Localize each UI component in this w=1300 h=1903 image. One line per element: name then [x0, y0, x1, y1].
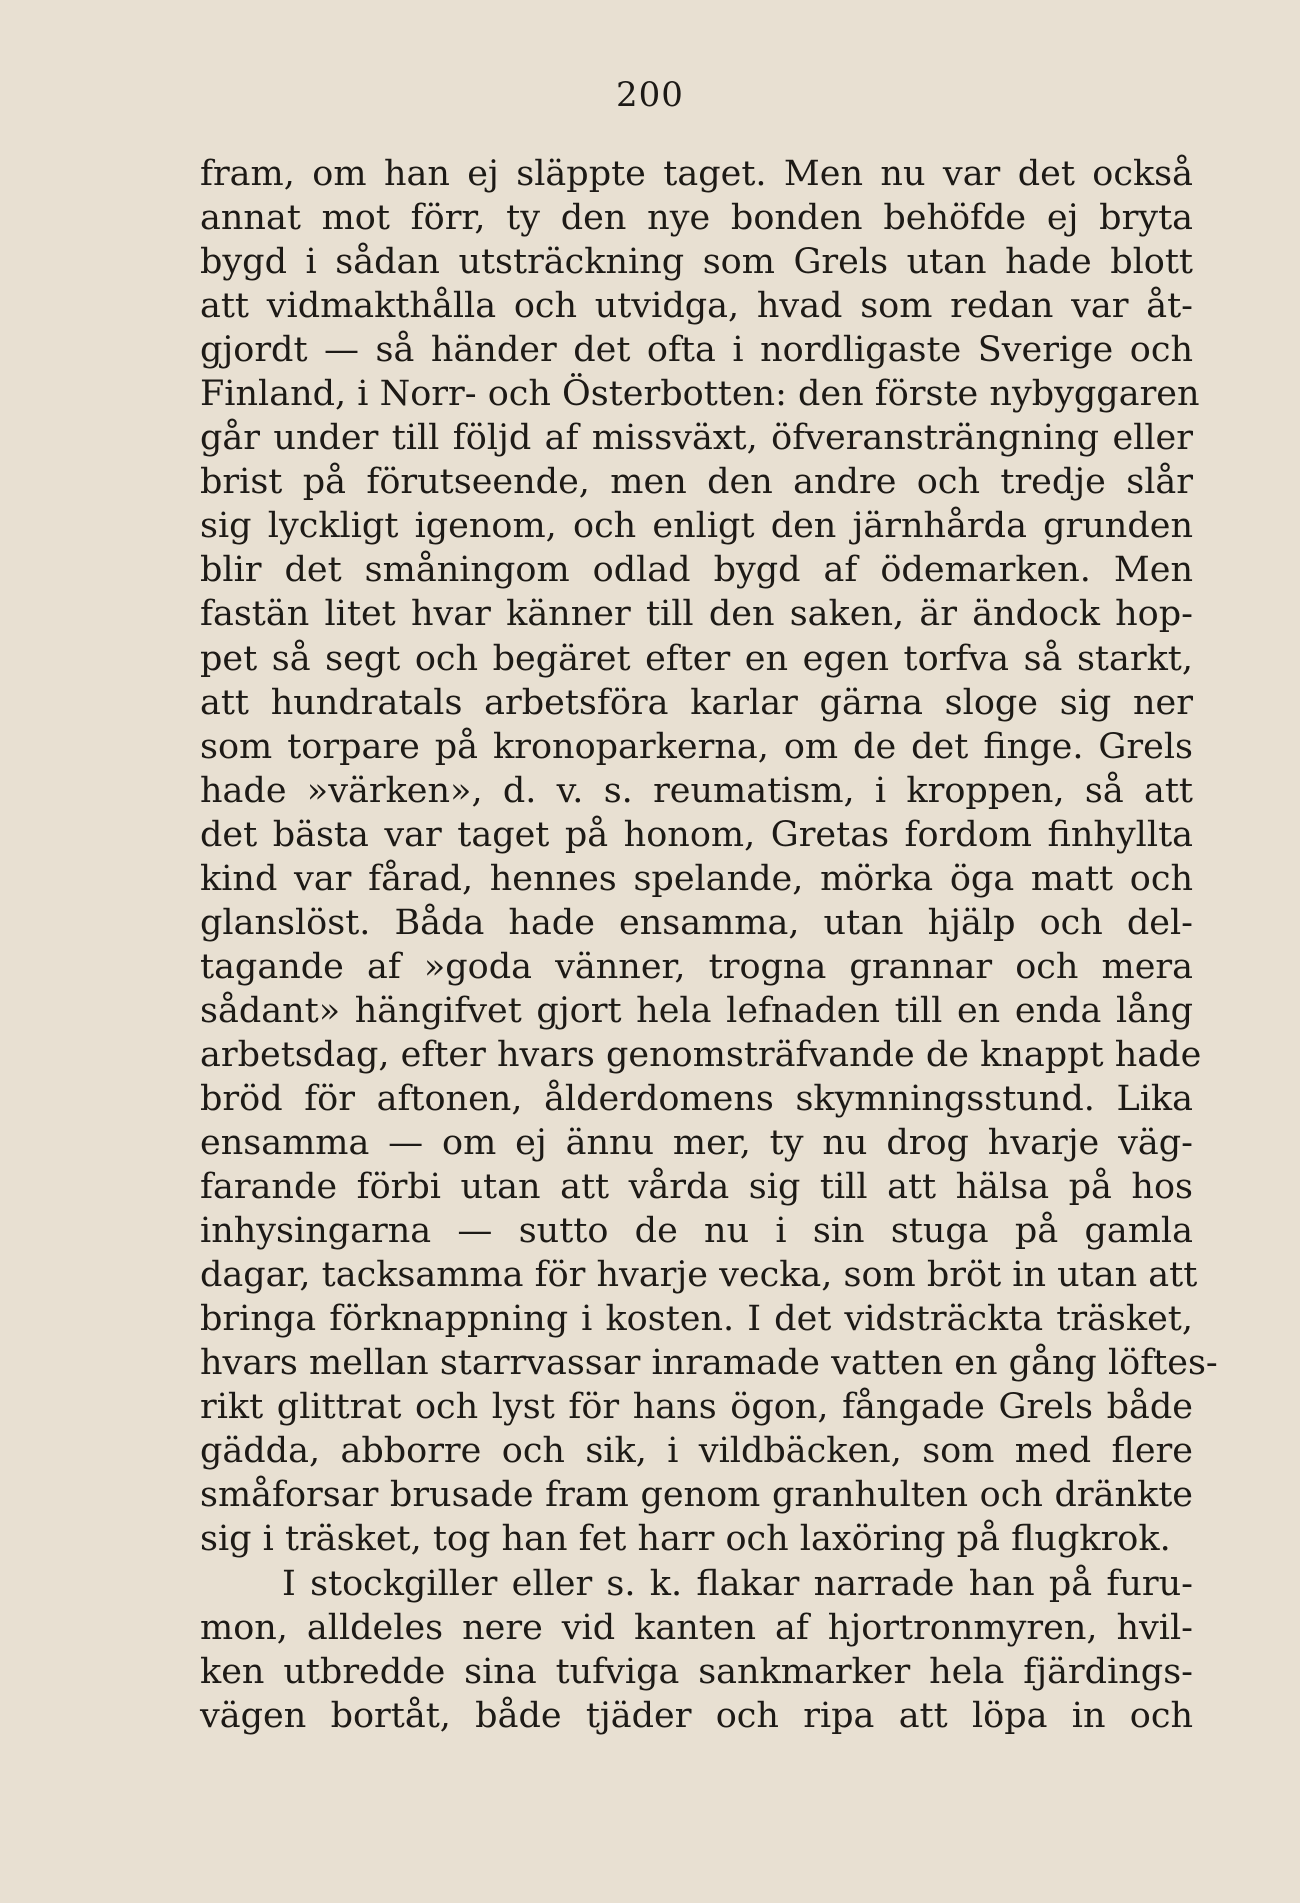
text-line: gädda, abborre och sik, i vildbäcken, som med flere — [200, 1431, 1193, 1472]
text-line: rikt glittrat och lyst för hans ögon, fångade Grels både — [200, 1387, 1193, 1428]
text-line: annat mot förr, ty den nye bonden behöfde ej bryta — [200, 198, 1193, 239]
text-line: bröd för aftonen, ålderdomens skymningsstund. Lika — [200, 1078, 1193, 1119]
text-line: fastän litet hvar känner till den saken, är ändock hop- — [200, 594, 1193, 635]
text-line: gjordt — så händer det ofta i nordligaste Sverige och — [200, 330, 1193, 371]
body-text — [200, 152, 1218, 1738]
text-line: blir det småningom odlad bygd af ödemarken. Men — [200, 550, 1193, 591]
text-line: ken utbredde sina tufviga sankmarker hela fjärdings- — [200, 1651, 1193, 1692]
text-line: som torpare på kronoparkerna, om de det finge. Grels — [200, 726, 1193, 767]
text-line: att hundratals arbetsföra karlar gärna sloge sig ner — [200, 682, 1193, 723]
text-line: glanslöst. Båda hade ensamma, utan hjälp och del- — [200, 902, 1193, 943]
text-line: går under till följd af missväxt, öfveransträngning eller — [200, 418, 1193, 459]
text-line: sig i träsket, tog han fet harr och laxöring på flugkrok. — [200, 1519, 1171, 1560]
text-line: fram, om han ej släppte taget. Men nu var det också — [200, 154, 1193, 194]
text-line: det bästa var taget på honom, Gretas fordom finhyllta — [200, 814, 1193, 855]
text-line: inhysingarna — sutto de nu i sin stuga på gamla — [200, 1211, 1193, 1252]
text-line: sådant» hängifvet gjort hela lefnaden till en enda lång — [200, 990, 1193, 1031]
text-line: bringa förknappning i kosten. I det vidsträckta träsket, — [200, 1299, 1193, 1340]
text-line: bygd i sådan utsträckning som Grels utan hade blott — [200, 242, 1193, 283]
text-line: tagande af »goda vänner, trogna grannar och mera — [200, 946, 1193, 987]
text-line: brist på förutseende, men den andre och tredje slår — [200, 462, 1193, 503]
text-line: vägen bortåt, både tjäder och ripa att löpa in och — [200, 1695, 1193, 1736]
text-line: arbetsdag, efter hvars genomsträfvande de knappt hade — [200, 1034, 1202, 1075]
text-line: sig lyckligt igenom, och enligt den järnhårda grunden — [200, 506, 1193, 547]
text-line: kind var fårad, hennes spelande, mörka öga matt och — [200, 858, 1193, 899]
text-line: mon, alldeles nere vid kanten af hjortronmyren, hvil- — [200, 1607, 1193, 1648]
text-line: hade »värken», d. v. s. reumatism, i kroppen, så att — [200, 770, 1193, 811]
text-line: pet så segt och begäret efter en egen torfva så starkt, — [200, 638, 1193, 679]
text-line: att vidmakthålla och utvidga, hvad som redan var åt- — [200, 286, 1193, 327]
text-line: Finland, i Norr- och Österbotten: den förste nybyggaren — [200, 374, 1200, 415]
text-line: småforsar brusade fram genom granhulten och dränkte — [200, 1475, 1193, 1516]
page-number: 200 — [616, 75, 684, 115]
text-line: I stockgiller eller s. k. flakar narrade han på furu- — [282, 1563, 1193, 1604]
text-line: ensamma — om ej ännu mer, ty nu drog hvarje väg- — [200, 1123, 1193, 1164]
text-line: dagar, tacksamma för hvarje vecka, som bröt in utan att — [200, 1255, 1198, 1296]
text-line: hvars mellan starrvassar inramade vatten en gång löftes- — [200, 1343, 1218, 1384]
text-line: farande förbi utan att vårda sig till att hälsa på hos — [200, 1167, 1193, 1208]
